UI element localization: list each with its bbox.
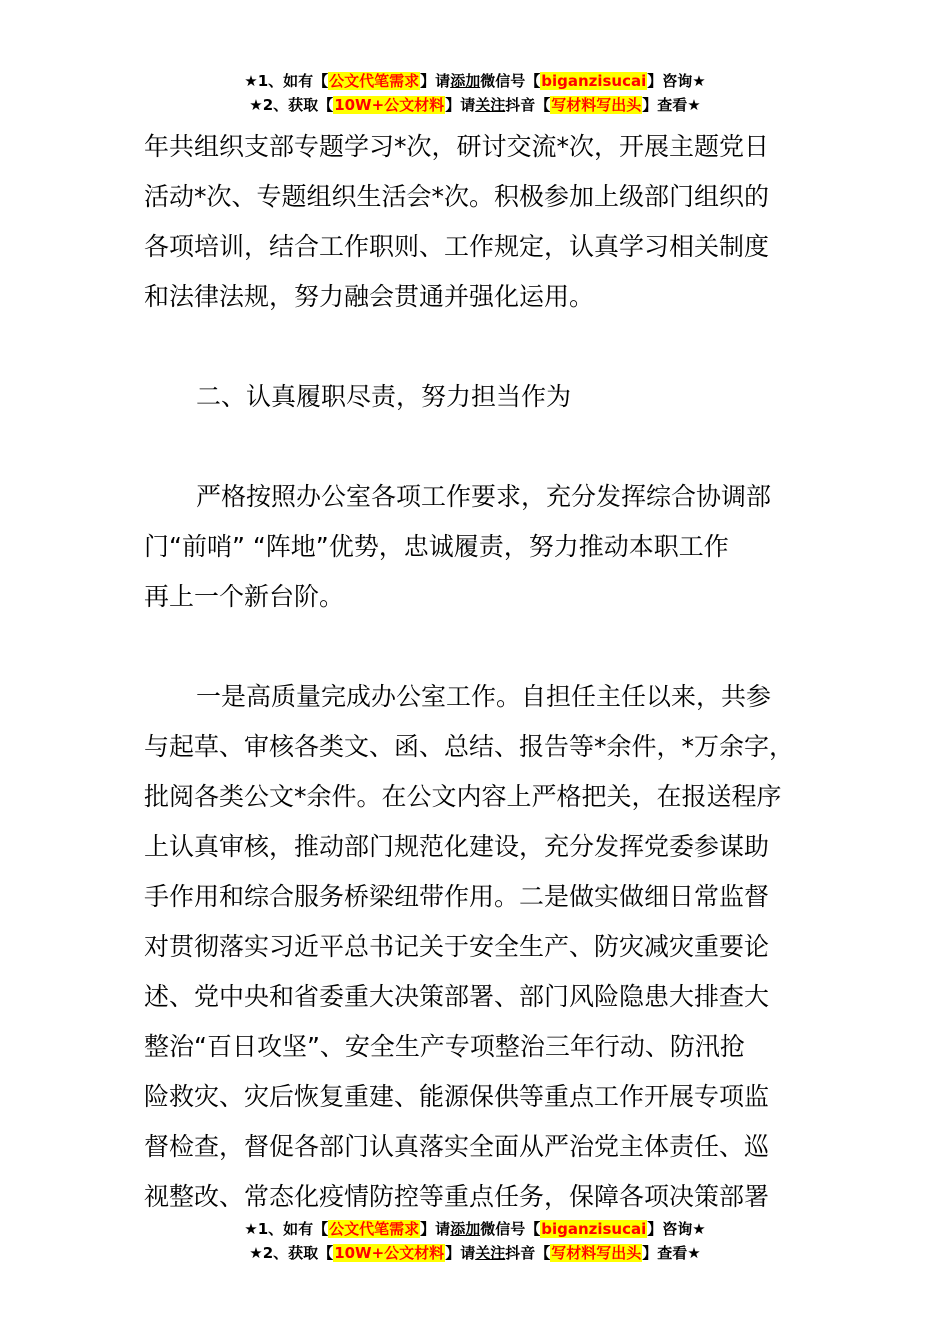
paragraph-study [144, 122, 814, 322]
promo-highlight: 10W+公文材料 [334, 1244, 445, 1262]
text-line: 严格按照办公室各项工作要求，充分发挥综合协调部 [196, 482, 772, 511]
promo-text: 】请 [420, 1220, 451, 1238]
promo-text: 】请 [445, 1244, 476, 1262]
promo-text: 】请 [445, 96, 476, 114]
text-line: 督检查，督促各部门认真落实全面从严治党主体责任、巡 [144, 1132, 770, 1161]
promo-highlight: 10W+公文材料 [334, 96, 445, 114]
paragraph-office-work [144, 672, 814, 1222]
promo-highlight: 写材料写出头 [551, 1244, 642, 1262]
paragraph-spacer [144, 322, 814, 372]
text-line: 述、党中央和省委重大决策部署、部门风险隐患大排查大 [144, 982, 770, 1011]
text-line: 与起草、审核各类文、函、总结、报告等*余件，*万余字， [144, 732, 795, 761]
promo-highlight: 公文代笔需求 [329, 1220, 420, 1238]
promo-text: ★2、获取【 [249, 96, 334, 114]
promo-text: 】查看★ [642, 96, 701, 114]
promo-underline: 添加 [450, 1220, 481, 1238]
promo-highlight: biganzisucai [541, 1220, 647, 1238]
text-line: 门“前哨” “阵地”优势，忠诚履责，努力推动本职工作 [144, 532, 729, 561]
text-line: 上认真审核，推动部门规范化建设，充分发挥党委参谋助 [144, 832, 770, 861]
text-line: 险救灾、灾后恢复重建、能源保供等重点工作开展专项监 [144, 1082, 770, 1111]
text-line: 再上一个新台阶。 [144, 582, 345, 611]
text-line: 活动*次、专题组织生活会*次。积极参加上级部门组织的 [144, 182, 770, 211]
text-line: 整治“百日攻坚”、安全生产专项整治三年行动、防汛抢 [144, 1032, 745, 1061]
promo-text: 】咨询★ [647, 72, 706, 90]
promo-underline: 关注 [475, 1244, 506, 1262]
section-heading: 二、认真履职尽责，努力担当作为 [196, 382, 572, 411]
promo-text: ★2、获取【 [249, 1244, 334, 1262]
text-line: 一是高质量完成办公室工作。自担任主任以来，共参 [196, 682, 772, 711]
promo-text: ★1、如有【 [244, 1220, 329, 1238]
promo-text: 抖音【 [505, 96, 551, 114]
promo-line-1 [0, 70, 950, 94]
footer-promo-banner [0, 1218, 950, 1266]
promo-text: 微信号【 [480, 72, 541, 90]
text-line: 对贯彻落实习近平总书记关于安全生产、防灾减灾重要论 [144, 932, 770, 961]
paragraph-spacer [144, 622, 814, 672]
promo-underline: 关注 [475, 96, 506, 114]
promo-text: 】咨询★ [647, 1220, 706, 1238]
promo-underline: 添加 [450, 72, 481, 90]
paragraph-spacer [144, 422, 814, 472]
promo-text: ★1、如有【 [244, 72, 329, 90]
promo-text: 微信号【 [480, 1220, 541, 1238]
paragraph-duties [144, 472, 814, 622]
promo-highlight: 公文代笔需求 [329, 72, 420, 90]
text-line: 批阅各类公文*余件。在公文内容上严格把关，在报送程序 [144, 782, 782, 811]
promo-line-2 [0, 94, 950, 118]
promo-line-2 [0, 1242, 950, 1266]
text-line: 各项培训，结合工作职则、工作规定，认真学习相关制度 [144, 232, 770, 261]
document-body [144, 122, 814, 1222]
promo-line-1 [0, 1218, 950, 1242]
promo-text: 】请 [420, 72, 451, 90]
header-promo-banner [0, 70, 950, 118]
promo-text: 抖音【 [505, 1244, 551, 1262]
text-line: 视整改、常态化疫情防控等重点任务，保障各项决策部署 [144, 1182, 770, 1211]
promo-highlight: 写材料写出头 [551, 96, 642, 114]
text-line: 和法律法规，努力融会贯通并强化运用。 [144, 282, 595, 311]
text-line: 年共组织支部专题学习*次，研讨交流*次，开展主题党日 [144, 132, 770, 161]
promo-text: 】查看★ [642, 1244, 701, 1262]
promo-highlight: biganzisucai [541, 72, 647, 90]
text-line: 手作用和综合服务桥梁纽带作用。二是做实做细日常监督 [144, 882, 770, 911]
